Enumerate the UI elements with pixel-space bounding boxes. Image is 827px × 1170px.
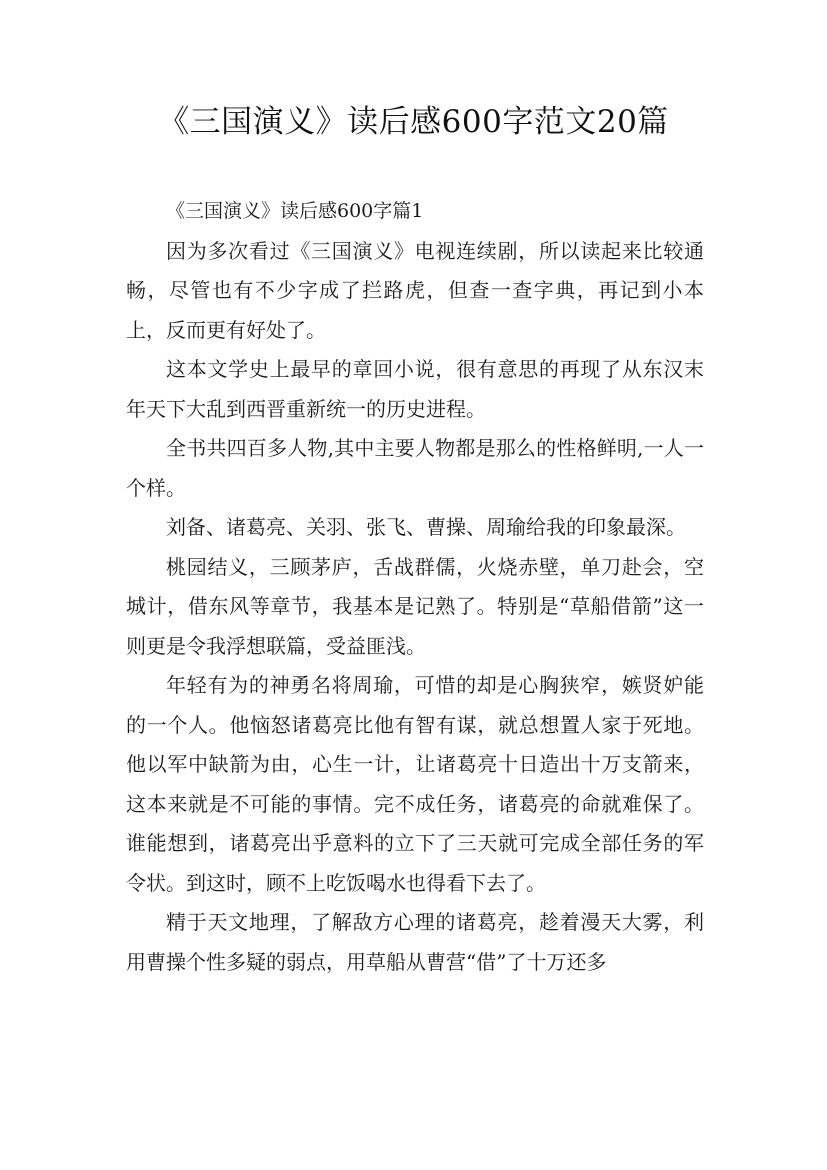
paragraph: 因为多次看过《三国演义》电视连续剧，所以读起来比较通畅，尽管也有不少字成了拦路虎，但查一查字典，再记到小本上，反而更有好处了。 — [126, 238, 704, 342]
paragraph: 年轻有为的神勇名将周瑜，可惜的却是心胸狭窄，嫉贤妒能的一个人。他恼怒诸葛亮比他有智有谋，就总想置人家于死地。他以军中缺箭为由，心生一计，让诸葛亮十日造出十万支箭来，这本来就是不可能的事情。完不成任务，诸葛亮的命就难保了。谁能想到，诸葛亮出乎意料的立下了三天就可完成全部任务的军令状。到这时，顾不上吃饭喝水也得看下去了。 — [126, 673, 704, 895]
paragraph: 这本文学史上最早的章回小说，很有意思的再现了从东汉末年天下大乱到西晋重新统一的历史进程。 — [126, 357, 704, 421]
paragraph: 精于天文地理，了解敌方心理的诸葛亮，趁着漫天大雾，利用曹操个性多疑的弱点，用草船从曹营“借”了十万还多 — [126, 910, 704, 974]
section-heading: 《三国演义》读后感600字篇1 — [166, 200, 424, 222]
paragraph: 桃园结义，三顾茅庐，舌战群儒，火烧赤壁，单刀赴会，空城计，借东风等章节，我基本是记熟了。特别是“草船借箭”这一则更是令我浮想联篇，受益匪浅。 — [126, 554, 704, 658]
document-body — [126, 192, 704, 982]
document-title: 《三国演义》读后感600字范文20篇 — [158, 104, 669, 140]
paragraph: 全书共四百多人物,其中主要人物都是那么的性格鲜明,一人一个样。 — [126, 436, 704, 500]
paragraph: 刘备、诸葛亮、关羽、张飞、曹操、周瑜给我的印象最深。 — [166, 515, 686, 539]
